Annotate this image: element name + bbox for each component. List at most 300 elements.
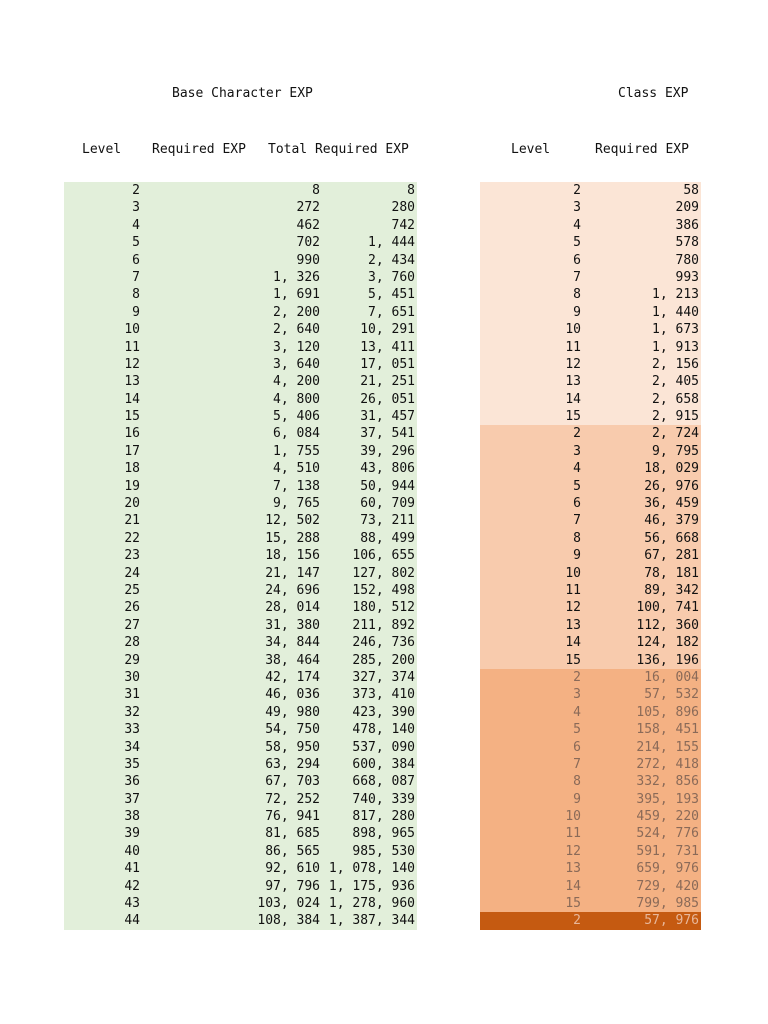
level-cell: 5 (132, 235, 140, 251)
table-row (480, 286, 701, 303)
table-row (480, 356, 701, 373)
table-row (64, 739, 417, 756)
table-row (64, 599, 417, 616)
required-exp-cell: 2, 640 (273, 322, 320, 338)
table-row (64, 217, 417, 234)
required-exp-cell: 3, 120 (273, 339, 320, 355)
total-exp-cell: 1, 387, 344 (328, 913, 415, 929)
level-cell: 2 (573, 913, 581, 929)
level-cell: 4 (573, 461, 581, 477)
level-cell: 11 (565, 582, 581, 598)
table-row (64, 791, 417, 808)
required-exp-cell: 395, 193 (636, 791, 699, 807)
total-exp-cell: 898, 965 (352, 826, 415, 842)
level-cell: 18 (124, 461, 140, 477)
table-row (64, 860, 417, 877)
required-exp-cell: 72, 252 (265, 791, 320, 807)
level-cell: 11 (124, 339, 140, 355)
level-cell: 19 (124, 478, 140, 494)
level-cell: 2 (573, 669, 581, 685)
level-cell: 8 (573, 774, 581, 790)
total-exp-cell: 10, 291 (360, 322, 415, 338)
level-cell: 31 (124, 687, 140, 703)
level-cell: 33 (124, 722, 140, 738)
required-exp-cell: 54, 750 (265, 722, 320, 738)
level-cell: 4 (573, 217, 581, 233)
table-row (480, 634, 701, 651)
required-exp-cell: 272 (296, 200, 320, 216)
level-cell: 24 (124, 565, 140, 581)
required-exp-cell: 332, 856 (636, 774, 699, 790)
required-exp-cell: 591, 731 (636, 843, 699, 859)
required-exp-cell: 4, 200 (273, 374, 320, 390)
total-exp-cell: 327, 374 (352, 669, 415, 685)
table-row (64, 512, 417, 529)
total-exp-cell: 373, 410 (352, 687, 415, 703)
table-row (480, 478, 701, 495)
total-exp-cell: 1, 278, 960 (328, 896, 415, 912)
total-exp-cell: 39, 296 (360, 443, 415, 459)
total-exp-cell: 43, 806 (360, 461, 415, 477)
required-exp-cell: 78, 181 (644, 565, 699, 581)
total-exp-cell: 668, 087 (352, 774, 415, 790)
level-cell: 7 (573, 269, 581, 285)
level-cell: 12 (124, 356, 140, 372)
level-cell: 12 (565, 356, 581, 372)
total-exp-cell: 2, 434 (368, 252, 415, 268)
required-exp-cell: 2, 156 (652, 356, 699, 372)
table-row (64, 669, 417, 686)
total-exp-cell: 285, 200 (352, 652, 415, 668)
level-cell: 10 (565, 322, 581, 338)
total-exp-cell: 478, 140 (352, 722, 415, 738)
table-row (480, 825, 701, 842)
level-cell: 39 (124, 826, 140, 842)
level-cell: 44 (124, 913, 140, 929)
required-exp-cell: 2, 915 (652, 409, 699, 425)
required-exp-cell: 9, 765 (273, 496, 320, 512)
table-row (64, 634, 417, 651)
table-row (480, 652, 701, 669)
total-exp-cell: 817, 280 (352, 809, 415, 825)
table-row (64, 878, 417, 895)
required-exp-cell: 58, 950 (265, 739, 320, 755)
level-cell: 10 (124, 322, 140, 338)
table-row (64, 808, 417, 825)
level-cell: 30 (124, 669, 140, 685)
level-cell: 14 (565, 391, 581, 407)
required-exp-cell: 9, 795 (652, 443, 699, 459)
required-exp-cell: 16, 004 (644, 669, 699, 685)
level-cell: 9 (573, 791, 581, 807)
total-exp-cell: 73, 211 (360, 513, 415, 529)
level-cell: 32 (124, 704, 140, 720)
base-title: Base Character EXP (172, 86, 313, 101)
required-exp-cell: 76, 941 (265, 809, 320, 825)
total-exp-cell: 1, 444 (368, 235, 415, 251)
required-exp-cell: 12, 502 (265, 513, 320, 529)
table-row (64, 825, 417, 842)
table-row (480, 495, 701, 512)
total-exp-cell: 26, 051 (360, 391, 415, 407)
total-exp-cell: 7, 651 (368, 304, 415, 320)
level-cell: 34 (124, 739, 140, 755)
level-cell: 10 (565, 565, 581, 581)
level-cell: 7 (132, 269, 140, 285)
level-cell: 36 (124, 774, 140, 790)
required-exp-cell: 67, 281 (644, 548, 699, 564)
level-cell: 12 (565, 843, 581, 859)
level-cell: 4 (132, 217, 140, 233)
table-row (64, 704, 417, 721)
table-row (480, 895, 701, 912)
level-cell: 13 (565, 861, 581, 877)
level-cell: 13 (565, 617, 581, 633)
table-row (64, 495, 417, 512)
table-row (480, 912, 701, 929)
table-row (64, 756, 417, 773)
required-exp-cell: 1, 913 (652, 339, 699, 355)
required-exp-cell: 524, 776 (636, 826, 699, 842)
base-header-required: Required EXP (152, 142, 246, 157)
required-exp-cell: 990 (296, 252, 320, 268)
table-row (64, 912, 417, 929)
table-row (64, 286, 417, 303)
required-exp-cell: 108, 384 (257, 913, 320, 929)
table-row (480, 252, 701, 269)
level-cell: 5 (573, 235, 581, 251)
level-cell: 7 (573, 513, 581, 529)
level-cell: 43 (124, 896, 140, 912)
table-row (480, 756, 701, 773)
required-exp-cell: 214, 155 (636, 739, 699, 755)
table-row (64, 321, 417, 338)
required-exp-cell: 136, 196 (636, 652, 699, 668)
required-exp-cell: 21, 147 (265, 565, 320, 581)
total-exp-cell: 600, 384 (352, 756, 415, 772)
level-cell: 2 (573, 426, 581, 442)
required-exp-cell: 18, 029 (644, 461, 699, 477)
required-exp-cell: 659, 976 (636, 861, 699, 877)
level-cell: 6 (573, 252, 581, 268)
table-row (480, 773, 701, 790)
table-row (480, 199, 701, 216)
total-exp-cell: 1, 078, 140 (328, 861, 415, 877)
total-exp-cell: 280 (391, 200, 415, 216)
level-cell: 5 (573, 722, 581, 738)
table-row (480, 565, 701, 582)
table-row (64, 773, 417, 790)
required-exp-cell: 4, 800 (273, 391, 320, 407)
table-row (64, 617, 417, 634)
total-exp-cell: 423, 390 (352, 704, 415, 720)
level-cell: 3 (573, 443, 581, 459)
level-cell: 16 (124, 426, 140, 442)
required-exp-cell: 67, 703 (265, 774, 320, 790)
required-exp-cell: 386 (675, 217, 699, 233)
table-row (64, 252, 417, 269)
total-exp-cell: 13, 411 (360, 339, 415, 355)
level-cell: 6 (132, 252, 140, 268)
level-cell: 8 (573, 287, 581, 303)
table-row (64, 408, 417, 425)
required-exp-cell: 24, 696 (265, 582, 320, 598)
level-cell: 21 (124, 513, 140, 529)
level-cell: 8 (573, 530, 581, 546)
required-exp-cell: 780 (675, 252, 699, 268)
level-cell: 3 (132, 200, 140, 216)
required-exp-cell: 5, 406 (273, 409, 320, 425)
required-exp-cell: 459, 220 (636, 809, 699, 825)
required-exp-cell: 124, 182 (636, 635, 699, 651)
required-exp-cell: 15, 288 (265, 530, 320, 546)
table-row (64, 478, 417, 495)
total-exp-cell: 37, 541 (360, 426, 415, 442)
table-row (64, 686, 417, 703)
level-cell: 6 (573, 739, 581, 755)
total-exp-cell: 106, 655 (352, 548, 415, 564)
total-exp-cell: 88, 499 (360, 530, 415, 546)
required-exp-cell: 2, 405 (652, 374, 699, 390)
level-cell: 8 (132, 287, 140, 303)
required-exp-cell: 1, 691 (273, 287, 320, 303)
table-row (64, 547, 417, 564)
required-exp-cell: 57, 976 (644, 913, 699, 929)
class-exp-table (480, 182, 701, 930)
total-exp-cell: 21, 251 (360, 374, 415, 390)
table-row (64, 582, 417, 599)
table-row (480, 599, 701, 616)
table-row (480, 321, 701, 338)
required-exp-cell: 38, 464 (265, 652, 320, 668)
level-cell: 10 (565, 809, 581, 825)
level-cell: 9 (573, 304, 581, 320)
table-row (480, 269, 701, 286)
required-exp-cell: 92, 610 (265, 861, 320, 877)
table-row (64, 565, 417, 582)
base-exp-table (64, 182, 417, 930)
required-exp-cell: 28, 014 (265, 600, 320, 616)
level-cell: 14 (565, 878, 581, 894)
required-exp-cell: 31, 380 (265, 617, 320, 633)
level-cell: 7 (573, 756, 581, 772)
table-row (64, 269, 417, 286)
table-row (64, 443, 417, 460)
level-cell: 2 (573, 183, 581, 198)
class-header-required: Required EXP (595, 142, 689, 157)
level-cell: 42 (124, 878, 140, 894)
level-cell: 9 (132, 304, 140, 320)
level-cell: 14 (124, 391, 140, 407)
level-cell: 15 (565, 896, 581, 912)
table-row (480, 721, 701, 738)
required-exp-cell: 86, 565 (265, 843, 320, 859)
required-exp-cell: 3, 640 (273, 356, 320, 372)
table-row (64, 895, 417, 912)
total-exp-cell: 60, 709 (360, 496, 415, 512)
total-exp-cell: 740, 339 (352, 791, 415, 807)
level-cell: 17 (124, 443, 140, 459)
class-title: Class EXP (618, 86, 689, 101)
level-cell: 15 (565, 652, 581, 668)
required-exp-cell: 6, 084 (273, 426, 320, 442)
level-cell: 25 (124, 582, 140, 598)
level-cell: 14 (565, 635, 581, 651)
total-exp-cell: 1, 175, 936 (328, 878, 415, 894)
required-exp-cell: 729, 420 (636, 878, 699, 894)
total-exp-cell: 3, 760 (368, 269, 415, 285)
required-exp-cell: 105, 896 (636, 704, 699, 720)
level-cell: 20 (124, 496, 140, 512)
table-row (64, 843, 417, 860)
total-exp-cell: 31, 457 (360, 409, 415, 425)
table-row (480, 669, 701, 686)
total-exp-cell: 152, 498 (352, 582, 415, 598)
level-cell: 9 (573, 548, 581, 564)
table-row (480, 791, 701, 808)
table-row (64, 182, 417, 199)
total-exp-cell: 246, 736 (352, 635, 415, 651)
required-exp-cell: 1, 755 (273, 443, 320, 459)
total-exp-cell: 211, 892 (352, 617, 415, 633)
level-cell: 13 (124, 374, 140, 390)
table-row (480, 686, 701, 703)
table-row (480, 704, 701, 721)
required-exp-cell: 7, 138 (273, 478, 320, 494)
table-row (480, 860, 701, 877)
level-cell: 3 (573, 687, 581, 703)
table-row (480, 547, 701, 564)
level-cell: 27 (124, 617, 140, 633)
required-exp-cell: 209 (675, 200, 699, 216)
table-row (64, 304, 417, 321)
table-row (64, 356, 417, 373)
level-cell: 40 (124, 843, 140, 859)
level-cell: 3 (573, 200, 581, 216)
table-row (480, 739, 701, 756)
base-header-level: Level (82, 142, 122, 157)
total-exp-cell: 127, 802 (352, 565, 415, 581)
required-exp-cell: 1, 440 (652, 304, 699, 320)
table-row (480, 391, 701, 408)
required-exp-cell: 46, 379 (644, 513, 699, 529)
level-cell: 41 (124, 861, 140, 877)
required-exp-cell: 1, 673 (652, 322, 699, 338)
table-row (480, 582, 701, 599)
level-cell: 29 (124, 652, 140, 668)
total-exp-cell: 8 (407, 183, 415, 198)
table-row (480, 425, 701, 442)
total-exp-cell: 537, 090 (352, 739, 415, 755)
table-row (64, 199, 417, 216)
table-row (64, 652, 417, 669)
table-row (64, 234, 417, 251)
level-cell: 6 (573, 496, 581, 512)
level-cell: 4 (573, 704, 581, 720)
table-row (480, 512, 701, 529)
required-exp-cell: 36, 459 (644, 496, 699, 512)
required-exp-cell: 799, 985 (636, 896, 699, 912)
total-exp-cell: 50, 944 (360, 478, 415, 494)
table-row (64, 721, 417, 738)
table-row (480, 182, 701, 199)
table-row (480, 217, 701, 234)
required-exp-cell: 112, 360 (636, 617, 699, 633)
level-cell: 28 (124, 635, 140, 651)
required-exp-cell: 49, 980 (265, 704, 320, 720)
total-exp-cell: 742 (391, 217, 415, 233)
table-row (480, 878, 701, 895)
required-exp-cell: 2, 658 (652, 391, 699, 407)
table-row (480, 373, 701, 390)
table-row (480, 530, 701, 547)
required-exp-cell: 46, 036 (265, 687, 320, 703)
required-exp-cell: 89, 342 (644, 582, 699, 598)
required-exp-cell: 97, 796 (265, 878, 320, 894)
required-exp-cell: 462 (296, 217, 320, 233)
level-cell: 26 (124, 600, 140, 616)
table-row (64, 373, 417, 390)
table-row (64, 391, 417, 408)
required-exp-cell: 272, 418 (636, 756, 699, 772)
level-cell: 37 (124, 791, 140, 807)
required-exp-cell: 2, 724 (652, 426, 699, 442)
table-row (480, 808, 701, 825)
table-row (64, 339, 417, 356)
table-row (480, 460, 701, 477)
total-exp-cell: 180, 512 (352, 600, 415, 616)
required-exp-cell: 34, 844 (265, 635, 320, 651)
required-exp-cell: 81, 685 (265, 826, 320, 842)
table-row (480, 443, 701, 460)
required-exp-cell: 42, 174 (265, 669, 320, 685)
level-cell: 15 (565, 409, 581, 425)
required-exp-cell: 993 (675, 269, 699, 285)
required-exp-cell: 18, 156 (265, 548, 320, 564)
required-exp-cell: 56, 668 (644, 530, 699, 546)
required-exp-cell: 702 (296, 235, 320, 251)
table-row (64, 460, 417, 477)
required-exp-cell: 8 (312, 183, 320, 198)
required-exp-cell: 2, 200 (273, 304, 320, 320)
required-exp-cell: 578 (675, 235, 699, 251)
required-exp-cell: 1, 213 (652, 287, 699, 303)
table-row (480, 234, 701, 251)
level-cell: 11 (565, 826, 581, 842)
level-cell: 5 (573, 478, 581, 494)
required-exp-cell: 100, 741 (636, 600, 699, 616)
level-cell: 35 (124, 756, 140, 772)
required-exp-cell: 103, 024 (257, 896, 320, 912)
table-row (480, 408, 701, 425)
required-exp-cell: 1, 326 (273, 269, 320, 285)
level-cell: 2 (132, 183, 140, 198)
required-exp-cell: 58 (683, 183, 699, 198)
table-row (480, 843, 701, 860)
table-row (480, 339, 701, 356)
level-cell: 15 (124, 409, 140, 425)
required-exp-cell: 26, 976 (644, 478, 699, 494)
level-cell: 11 (565, 339, 581, 355)
table-row (64, 425, 417, 442)
required-exp-cell: 57, 532 (644, 687, 699, 703)
class-header-level: Level (511, 142, 551, 157)
level-cell: 23 (124, 548, 140, 564)
table-row (64, 530, 417, 547)
required-exp-cell: 4, 510 (273, 461, 320, 477)
required-exp-cell: 158, 451 (636, 722, 699, 738)
total-exp-cell: 17, 051 (360, 356, 415, 372)
